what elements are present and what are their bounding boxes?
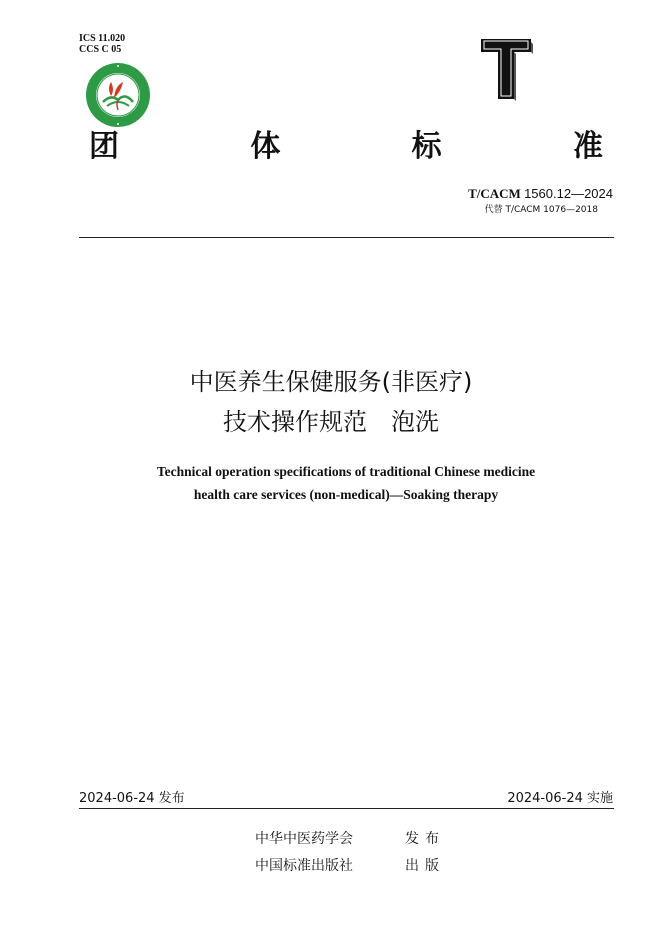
title-en-line-1: Technical operation specifications of traditional Chinese medicine bbox=[156, 464, 536, 479]
publisher-org: 中国标准出版社 bbox=[255, 858, 353, 874]
standard-type-letter bbox=[478, 36, 534, 102]
issuer-org: 中华中医药学会 bbox=[255, 831, 353, 847]
standard-type-heading bbox=[89, 121, 603, 164]
standard-prefix: T/CACM bbox=[468, 186, 521, 201]
footer-divider bbox=[79, 808, 614, 809]
replaces-standard: 代替 T/CACM 1076—2018 bbox=[484, 205, 598, 215]
title-chinese bbox=[0, 362, 662, 442]
title-cn-line-1: 中医养生保健服务(非医疗) bbox=[189, 368, 473, 396]
publisher-action: 出版 bbox=[405, 858, 445, 874]
association-logo bbox=[85, 62, 151, 128]
implementation-date: 2024-06-24 实施 bbox=[507, 791, 613, 806]
standard-type-char: 标 bbox=[411, 129, 442, 164]
classification-codes bbox=[79, 33, 125, 55]
title-en-line-2: health care services (non-medical)—Soaking therapy bbox=[193, 487, 499, 502]
standard-type-char: 团 bbox=[89, 129, 119, 164]
issuer-action: 发布 bbox=[405, 831, 445, 847]
header-divider bbox=[79, 237, 614, 238]
standard-code: 1560.12—2024 bbox=[524, 186, 613, 201]
publish-date: 2024-06-24 发布 bbox=[79, 791, 185, 806]
title-cn-line-2: 技术操作规范 泡洗 bbox=[223, 408, 439, 436]
ics-code: ICS 11.020 bbox=[79, 33, 126, 44]
standard-number bbox=[468, 186, 613, 202]
standard-type-char: 体 bbox=[250, 129, 281, 164]
standard-type-char: 准 bbox=[572, 129, 603, 164]
issuers bbox=[255, 826, 445, 880]
title-english bbox=[0, 460, 662, 506]
ccs-code: CCS C 05 bbox=[79, 44, 122, 55]
